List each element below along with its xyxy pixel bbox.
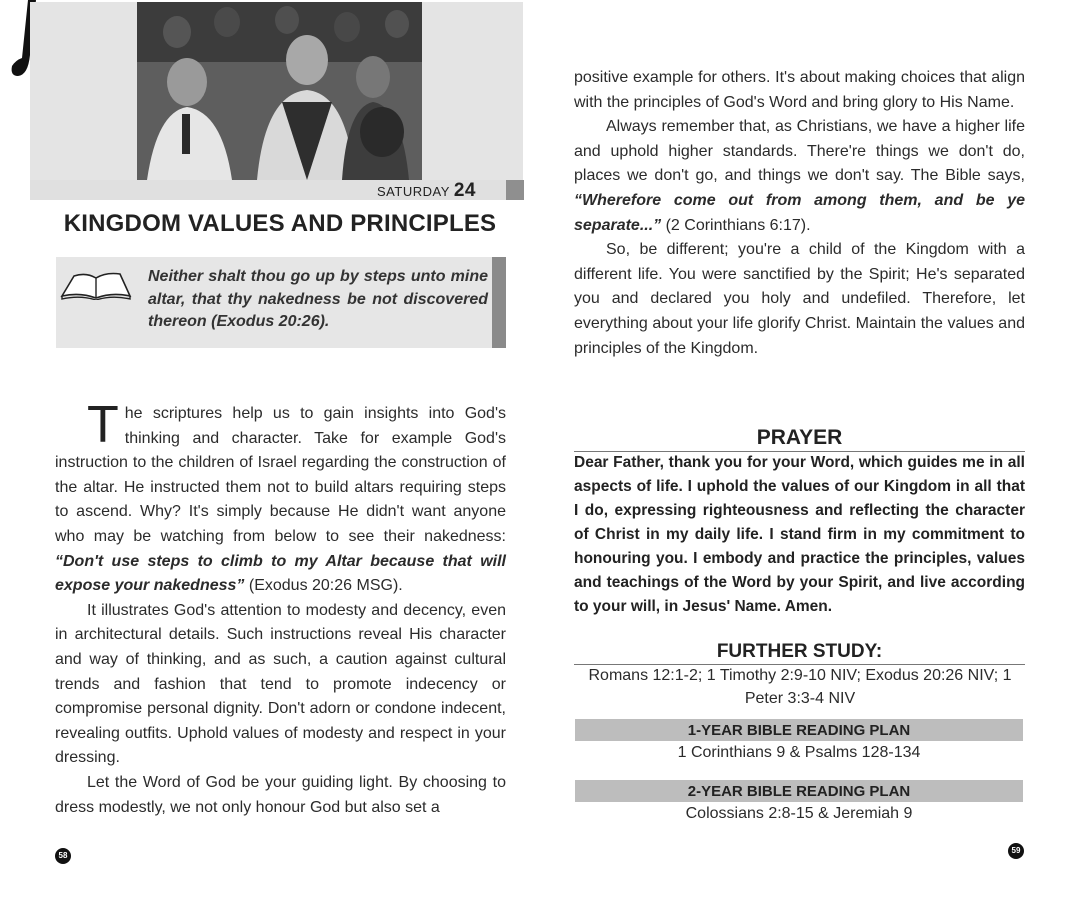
day-name: SATURDAY <box>377 184 450 199</box>
page-number-left: 58 <box>55 848 71 864</box>
left-column-body <box>55 396 506 820</box>
verse-box-accent <box>492 257 506 348</box>
prayer-text: Dear Father, thank you for your Word, which guides me in all aspects of life. I uphold the values of our Kingdom in all that I do, expressing righteousness and reflecting the character of Christ in my daily life. I stand firm in my commitment to honouring you. I embody and practice the principles, values and teachings of the Word by your Spirit, and live according to your will, in Jesus' Name. Amen. <box>574 454 1025 615</box>
paragraph-1-quote: “Don't use steps to climb to my Altar because that will expose your nakedness” <box>55 552 506 595</box>
paragraph-2: It illustrates God's attention to modesty and decency, even in architectural details. Such instructions reveal His character and way of thinking, and as such, a caution against cultural trends and fashion that tend to promote indecency or compromise personal dignity. Don't adorn or condone indecent, revealing outfits. Uphold values of modesty and respect in your dressing. <box>55 601 506 767</box>
page-number-right: 59 <box>1008 843 1024 859</box>
photo-background-left <box>30 2 137 180</box>
paragraph-3: Let the Word of God be your guiding light. By choosing to dress modestly, we not only honour God but also set a <box>55 773 506 816</box>
paragraph-4: positive example for others. It's about making choices that align with the principles of God's Word and bring glory to His Name. <box>574 69 1025 111</box>
day-number: 24 <box>453 180 476 201</box>
one-year-plan-text: 1 Corinthians 9 & Psalms 128-134 <box>677 744 921 761</box>
two-year-plan-heading: 2-YEAR BIBLE READING PLAN <box>575 780 1023 802</box>
verse-text: Neither shalt thou go up by steps unto mine altar, that thy nakedness be not discovered thereon (Exodus 20:26). <box>148 268 488 330</box>
prayer-heading: PRAYER <box>574 425 1025 452</box>
paragraph-1-text: he scriptures help us to gain insights into God's thinking and character. Take for example God's instruction to the children of Israel regarding the construction of the altar. He instructed them not to build altars requiring steps to ascend. Why? It's simply because He didn't want anyone who may be watching from below to see their nakedness: <box>55 405 506 545</box>
paragraph-6: So, be different; you're a child of the Kingdom with a different life. You were sanctified by the Spirit; He's separated you and declared you holy and undefiled. Therefore, let everything about your life glorify Christ. Maintain the values and principles of the Kingdom. <box>574 241 1025 357</box>
further-study-text: Romans 12:1-2; 1 Timothy 2:9-10 NIV; Exodus 20:26 NIV; 1 Peter 3:3-4 NIV <box>588 667 1012 707</box>
paragraph-5-text: Always remember that, as Christians, we have a higher life and uphold higher standards. There're things we don't do, places we don't go, and things we don't say. The Bible says, <box>574 118 1025 185</box>
photo-background-right <box>422 2 523 180</box>
open-bible-icon <box>60 270 132 300</box>
further-study-heading: FURTHER STUDY: <box>574 640 1025 665</box>
drop-cap: T <box>87 396 119 454</box>
paragraph-1-reference: (Exodus 20:26 MSG). <box>244 577 403 595</box>
congregation-photo <box>137 2 422 180</box>
one-year-plan-heading: 1-YEAR BIBLE READING PLAN <box>575 719 1023 741</box>
page-title: KINGDOM VALUES AND PRINCIPLES <box>63 210 497 237</box>
paragraph-1 <box>55 396 506 599</box>
day-bar-accent <box>506 180 524 200</box>
two-year-plan-text: Colossians 2:8-15 & Jeremiah 9 <box>685 805 913 822</box>
day-label <box>377 180 476 200</box>
paragraph-5-reference: (2 Corinthians 6:17). <box>661 216 811 234</box>
paragraph-5 <box>574 115 1025 238</box>
right-column-body <box>574 66 1025 361</box>
paragraph-5-quote: “Wherefore come out from among them, and be ye separate...” <box>574 191 1025 234</box>
